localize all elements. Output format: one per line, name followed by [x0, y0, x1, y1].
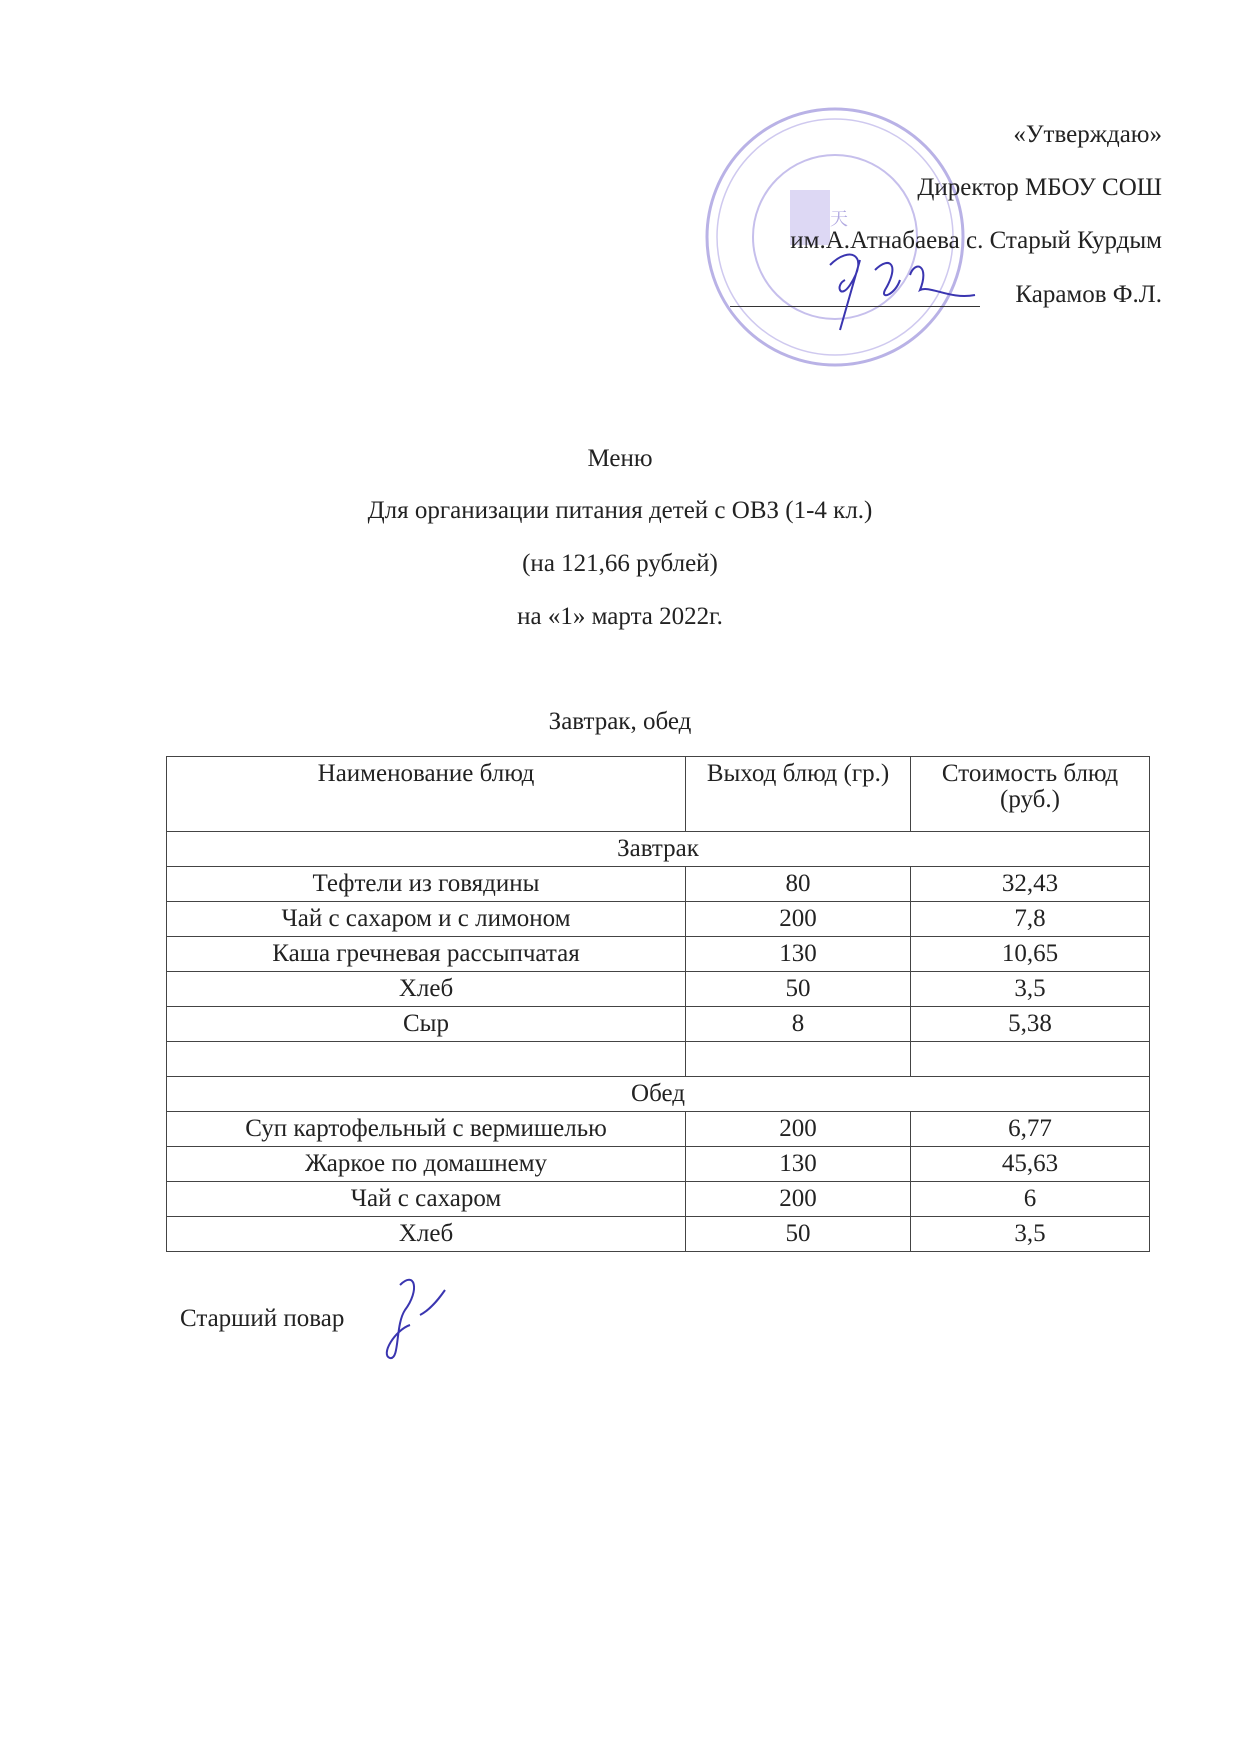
approval-signatory: Карамов Ф.Л. — [1015, 281, 1162, 308]
header-dish-name: Наименование блюд — [167, 757, 686, 832]
cell-dish-name: Чай с сахаром и с лимоном — [167, 902, 686, 937]
table-row — [167, 1147, 1150, 1182]
table-row — [167, 972, 1150, 1007]
cook-label: Старший повар — [180, 1305, 345, 1332]
cell-weight: 200 — [686, 1182, 911, 1217]
cell-cost: 3,5 — [911, 1217, 1150, 1252]
table-header-row — [167, 757, 1150, 832]
header-cost: Стоимость блюд (руб.) — [911, 757, 1150, 832]
menu-table — [166, 756, 1150, 1252]
meals-title: Завтрак, обед — [548, 708, 692, 735]
cell-cost — [911, 1042, 1150, 1077]
cell-cost: 7,8 — [911, 902, 1150, 937]
cell-cost: 3,5 — [911, 972, 1150, 1007]
table-row — [167, 937, 1150, 972]
table-row — [167, 1112, 1150, 1147]
cell-weight: 8 — [686, 1007, 911, 1042]
cell-cost: 45,63 — [911, 1147, 1150, 1182]
cell-dish-name: Сыр — [167, 1007, 686, 1042]
cell-dish-name: Суп картофельный с вермишелью — [167, 1112, 686, 1147]
table-row — [167, 902, 1150, 937]
cell-weight: 80 — [686, 867, 911, 902]
cell-dish-name: Хлеб — [167, 972, 686, 1007]
cell-cost: 6,77 — [911, 1112, 1150, 1147]
cell-cost: 32,43 — [911, 867, 1150, 902]
cell-cost: 6 — [911, 1182, 1150, 1217]
approval-position: Директор МБОУ СОШ — [917, 174, 1162, 201]
cell-weight: 50 — [686, 1217, 911, 1252]
cell-weight: 200 — [686, 902, 911, 937]
menu-subtitle: Для организации питания детей с ОВЗ (1-4 кл.) — [367, 497, 873, 524]
cell-weight: 130 — [686, 1147, 911, 1182]
menu-date: на «1» марта 2022г. — [517, 603, 723, 630]
cell-dish-name: Чай с сахаром — [167, 1182, 686, 1217]
table-row — [167, 1182, 1150, 1217]
cell-dish-name: Жаркое по домашнему — [167, 1147, 686, 1182]
section-title: Обед — [167, 1077, 1150, 1112]
table-row — [167, 1007, 1150, 1042]
cell-cost: 10,65 — [911, 937, 1150, 972]
section-title: Завтрак — [167, 832, 1150, 867]
cell-dish-name: Каша гречневая рассыпчатая — [167, 937, 686, 972]
approval-school: им.А.Атнабаева с. Старый Курдым — [790, 227, 1162, 254]
section-row — [167, 1077, 1150, 1112]
table-row — [167, 867, 1150, 902]
menu-amount: (на 121,66 рублей) — [522, 550, 718, 577]
table-row — [167, 1042, 1150, 1077]
table-row — [167, 1217, 1150, 1252]
svg-text:天: 天 — [830, 209, 848, 229]
menu-title: Меню — [587, 445, 653, 472]
cell-dish-name — [167, 1042, 686, 1077]
approval-title: «Утверждаю» — [1013, 121, 1162, 148]
cell-dish-name: Хлеб — [167, 1217, 686, 1252]
cell-weight: 130 — [686, 937, 911, 972]
header-weight: Выход блюд (гр.) — [686, 757, 911, 832]
section-row — [167, 832, 1150, 867]
cell-weight: 200 — [686, 1112, 911, 1147]
cell-weight: 50 — [686, 972, 911, 1007]
cell-weight — [686, 1042, 911, 1077]
director-signature — [820, 245, 980, 335]
cell-dish-name: Тефтели из говядины — [167, 867, 686, 902]
cell-cost: 5,38 — [911, 1007, 1150, 1042]
cook-signature — [380, 1270, 460, 1365]
